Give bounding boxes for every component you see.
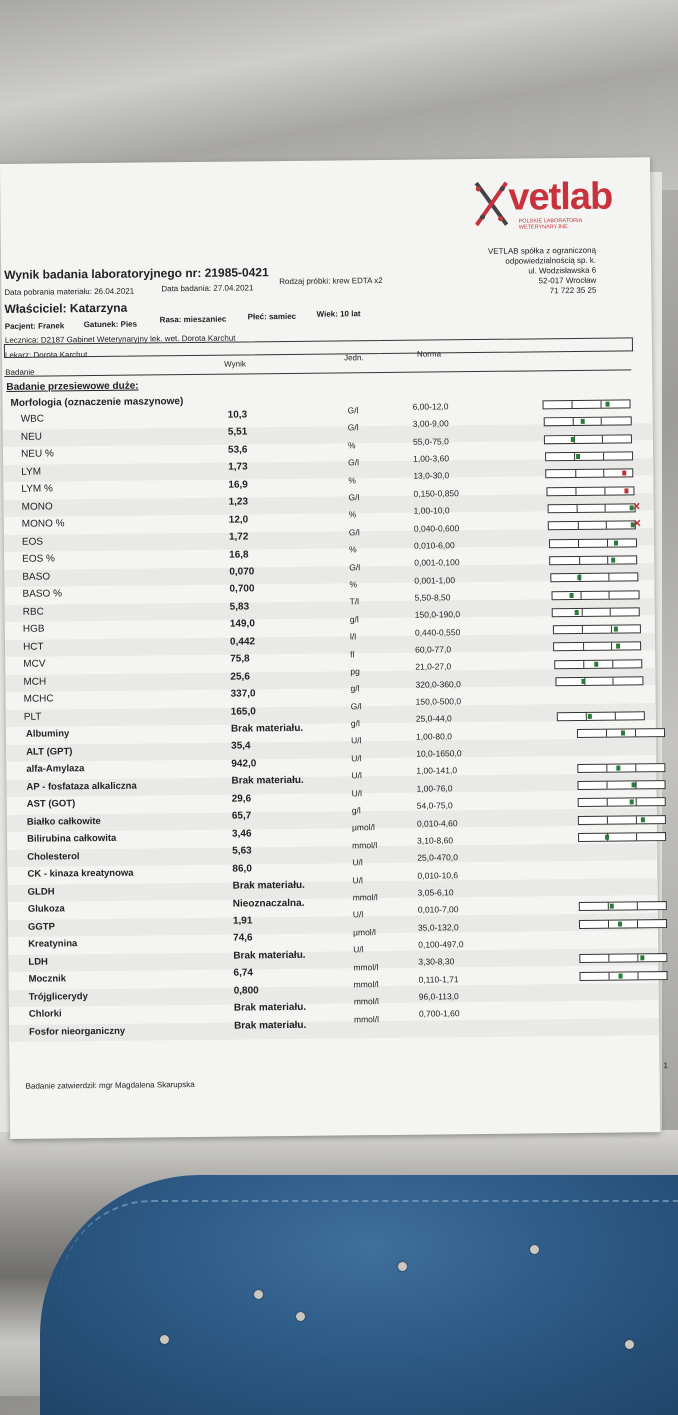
patient: Pacjent: Franek (4, 321, 65, 331)
gauge-marker (569, 593, 573, 598)
gauge-marker (588, 714, 592, 719)
test-norm: 0,010-10,6 (417, 869, 459, 881)
test-norm: 3,10-8,60 (417, 835, 454, 846)
test-unit: g/l (351, 805, 361, 816)
test-norm: 55,0-75,0 (412, 436, 449, 447)
range-gauge (543, 399, 631, 409)
logo-tagline: POLSKIE LABORATORIA WETERYNARYJNE (518, 217, 583, 231)
gauge-marker (614, 540, 618, 545)
test-norm: 0,010-7,00 (417, 904, 459, 915)
test-unit: mmol/l (353, 979, 379, 990)
test-norm: 0,010-6,00 (413, 540, 455, 551)
rivet-icon (530, 1245, 539, 1254)
clinic: Lecznica: D2187 Gabinet Weterynaryjny lek. wet. Dorota Karchut (4, 333, 236, 345)
test-unit: % (347, 440, 356, 451)
range-gauge (577, 763, 665, 773)
test-unit: U/l (351, 753, 362, 764)
test-result: 53,6 (227, 444, 248, 456)
test-unit: % (349, 579, 358, 590)
test-result: 5,83 (229, 601, 250, 613)
test-result: 5,51 (227, 426, 248, 439)
logo-wordmark: vetlab (508, 175, 613, 219)
test-result: 1,91 (232, 915, 253, 927)
test-unit: G/l (348, 527, 360, 538)
gauge-marker (594, 662, 598, 667)
test-result: 29,6 (231, 793, 252, 805)
test-unit: % (348, 474, 356, 485)
out-of-range-icon: × (633, 515, 642, 531)
test-name: RBC (22, 606, 44, 618)
test-name: NEU (20, 431, 43, 443)
test-name: GLDH (27, 885, 55, 898)
test-name: Kreatynina (28, 938, 78, 950)
test-norm: 320,0-360,0 (415, 678, 461, 690)
test-norm: 6,00-12,0 (412, 401, 449, 412)
gauge-marker (610, 904, 614, 909)
test-result: 65,7 (231, 810, 252, 822)
test-unit: g/l (350, 718, 360, 729)
test-result: 1,72 (228, 531, 249, 543)
col-unit: Jedn. (344, 353, 364, 363)
test-result: Brak materiału. (233, 1019, 307, 1032)
test-name: AST (GOT) (26, 798, 76, 810)
test-name: GGTP (27, 920, 55, 933)
test-unit: G/l (349, 561, 361, 572)
test-norm: 1,00-141,0 (416, 765, 458, 777)
test-unit: U/l (353, 944, 364, 955)
owner: Właściciel: Katarzyna (4, 300, 128, 316)
test-norm: 25,0-44,0 (415, 713, 452, 725)
test-name: CK - kinaza kreatynowa (27, 867, 134, 880)
range-gauge (546, 486, 634, 496)
test-result: 35,4 (231, 740, 251, 753)
test-name: Mocznik (28, 973, 67, 985)
gauge-marker (605, 402, 609, 407)
page-number: 1 (663, 1061, 668, 1071)
test-unit: G/l (350, 700, 362, 712)
gauge-marker (617, 765, 621, 770)
test-result: 6,74 (233, 967, 254, 979)
test-result: 1,73 (228, 461, 248, 473)
gauge-marker (577, 575, 581, 580)
range-gauge (554, 659, 642, 669)
test-norm: 1,00-80,0 (415, 731, 452, 742)
test-result: 149,0 (229, 618, 255, 630)
gauge-marker (574, 610, 578, 615)
test-unit: mmol/l (353, 961, 379, 972)
test-name: Glukoza (27, 903, 65, 915)
test-norm: 96,0-113,0 (418, 991, 459, 1002)
range-gauge (544, 434, 632, 444)
test-unit: U/l (351, 787, 363, 798)
test-norm: 3,00-9,00 (412, 418, 449, 430)
range-gauge (547, 498, 641, 514)
test-result: 25,6 (230, 671, 250, 683)
company-address: VETLAB spółka z ograniczoną odpowiedzialnością sp. k. ul. Wodzisławska 6 52-017 Wrocław 71 722 35 25 (487, 245, 597, 296)
test-unit: g/l (349, 613, 359, 625)
range-gauge (549, 538, 637, 548)
test-name: AP - fosfataza alkaliczna (26, 780, 137, 793)
col-test: Badanie (5, 367, 35, 377)
test-result: 5,63 (232, 845, 252, 857)
test-norm: 54,0-75,0 (416, 800, 453, 811)
test-unit: U/l (352, 874, 363, 885)
test-name: BASO % (22, 588, 63, 600)
test-unit: T/l (349, 596, 360, 607)
test-result: 337,0 (230, 688, 256, 700)
test-unit: G/l (348, 457, 360, 468)
test-name: Cholesterol (27, 850, 80, 863)
gauge-marker (605, 835, 609, 840)
test-norm: 0,440-0,550 (414, 626, 461, 638)
test-result: Brak materiału. (233, 949, 306, 962)
test-unit: mmol/l (352, 892, 378, 903)
test-result: 86,0 (232, 863, 252, 875)
test-norm: 1,00-3,60 (413, 453, 450, 464)
test-result: 0,070 (229, 566, 255, 578)
test-name: PLT (23, 711, 42, 723)
test-norm: 0,001-0,100 (414, 557, 460, 568)
range-gauge (579, 901, 667, 911)
test-name: NEU % (20, 448, 54, 460)
test-name: LYM (21, 466, 42, 478)
gauge-marker (611, 557, 615, 562)
test-name: MONO (21, 500, 53, 513)
range-gauge (546, 469, 634, 479)
test-name: HGB (22, 623, 45, 635)
test-name: Chlorki (28, 1008, 62, 1020)
test-unit: mmol/l (352, 839, 378, 851)
test-unit: pg (350, 666, 360, 677)
gauge-marker (640, 956, 644, 961)
lab-report-sheet (0, 157, 668, 1139)
test-result: 0,800 (233, 985, 259, 997)
test-name: Bilirubina całkowita (27, 832, 117, 845)
test-unit: µmol/l (353, 926, 376, 938)
header-rule (4, 369, 631, 377)
test-unit: U/l (351, 735, 362, 746)
range-gauge (578, 832, 666, 842)
test-norm: 60,0-77,0 (415, 644, 452, 655)
rivet-icon (296, 1312, 305, 1321)
range-gauge (551, 590, 639, 600)
test-name: BASO (22, 570, 51, 583)
range-gauge (577, 728, 665, 738)
test-name: EOS % (22, 553, 55, 565)
vetlab-logo (472, 175, 613, 234)
test-norm: 0,001-1,00 (414, 574, 456, 586)
test-result: 74,6 (233, 932, 253, 944)
test-unit: fl (350, 648, 355, 659)
test-norm: 3,05-6,10 (417, 887, 454, 898)
test-norm: 5,50-8,50 (414, 592, 451, 603)
test-norm: 0,010-4,60 (416, 817, 458, 829)
rivet-icon (398, 1262, 407, 1271)
gauge-marker (616, 644, 620, 649)
test-name: Trójglicerydy (28, 990, 88, 1003)
test-name: LDH (28, 956, 48, 968)
collection-date: Data pobrania materiału: 26.04.2021 (4, 286, 135, 297)
section-title: Badanie przesiewowe duże: (6, 380, 139, 393)
gauge-marker (625, 488, 629, 493)
test-name: MCV (23, 658, 46, 670)
range-gauge (543, 417, 631, 427)
test-unit: U/l (352, 909, 364, 920)
test-result: Brak materiału. (230, 722, 304, 735)
range-gauge (552, 607, 640, 617)
exam-date: Data badania: 27.04.2021 (161, 283, 254, 294)
test-name: LYM % (21, 483, 53, 495)
range-gauge (577, 780, 665, 790)
range-gauge (555, 676, 643, 686)
test-norm: 0,110-1,71 (418, 973, 459, 985)
gauge-marker (622, 471, 626, 476)
test-unit: % (349, 544, 357, 555)
sample-type: Rodzaj próbki: krew EDTA x2 (279, 275, 383, 287)
group-title: Morfologia (oznaczenie maszynowe) (10, 396, 184, 409)
test-result: 10,3 (227, 409, 248, 421)
test-name: MONO % (21, 518, 65, 530)
test-name: MCH (23, 676, 47, 688)
range-gauge (550, 573, 638, 583)
rivet-icon (254, 1290, 263, 1299)
test-name: alfa-Amylaza (26, 763, 85, 775)
range-gauge (553, 624, 641, 634)
test-norm: 3,30-8,30 (418, 956, 455, 968)
test-name: ALT (GPT) (26, 745, 73, 758)
gauge-marker (571, 437, 575, 442)
test-result: Brak materiału. (231, 775, 304, 787)
test-unit: l/l (349, 631, 357, 642)
jeans-stitching (60, 1200, 678, 1292)
test-norm: 0,100-497,0 (418, 939, 464, 950)
test-name: EOS (21, 536, 44, 548)
range-gauge (550, 555, 638, 565)
test-unit: g/l (350, 683, 360, 694)
test-result: 16,8 (229, 548, 249, 561)
age: Wiek: 10 lat (316, 309, 361, 319)
test-result: 942,0 (231, 758, 257, 770)
col-norm: Norma (416, 349, 442, 359)
test-name: WBC (20, 413, 45, 425)
gauge-marker (619, 973, 623, 978)
test-result: Nieoznaczalna. (232, 897, 305, 910)
doctor: Lekarz: Dorota Karchut (4, 350, 88, 360)
test-norm: 0,040-0,600 (413, 522, 460, 534)
gauge-marker (614, 627, 618, 632)
gauge-marker (582, 679, 586, 684)
test-unit: G/l (347, 405, 359, 416)
species: Gatunek: Pies (83, 319, 138, 330)
test-norm: 0,700-1,60 (418, 1008, 460, 1020)
out-of-range-icon: × (632, 498, 641, 514)
test-unit: G/l (347, 422, 359, 433)
gauge-marker (621, 731, 625, 736)
test-name: Albuminy (25, 728, 70, 740)
col-result: Wynik (224, 359, 246, 369)
sex: Płeć: samiec (247, 311, 297, 322)
test-result: 3,46 (231, 828, 252, 840)
range-gauge (579, 971, 667, 981)
dna-x-icon (472, 179, 511, 229)
test-norm: 21,0-27,0 (415, 661, 452, 673)
test-norm: 13,0-30,0 (413, 470, 450, 482)
test-result: 12,0 (228, 514, 249, 526)
range-gauge (577, 797, 665, 807)
report-title: Wynik badania laboratoryjnego nr: 21985-0421 (4, 265, 269, 282)
test-norm: 25,0-470,0 (417, 852, 458, 863)
range-gauge (548, 515, 642, 531)
range-gauge (578, 815, 666, 825)
breed: Rasa: mieszaniec (159, 314, 227, 325)
test-result: 16,9 (228, 479, 248, 491)
test-unit: U/l (352, 857, 363, 868)
test-norm: 10,0-1650,0 (416, 748, 462, 759)
test-name: Białko całkowite (26, 815, 101, 828)
test-result: Brak materiału. (232, 879, 305, 892)
test-result: Brak materiału. (233, 1002, 307, 1014)
test-norm: 1,00-10,0 (413, 505, 450, 516)
test-name: HCT (22, 641, 44, 653)
test-result: 165,0 (230, 705, 256, 718)
test-norm: 1,00-76,0 (416, 783, 453, 794)
gauge-marker (630, 800, 634, 805)
test-norm: 150,0-500,0 (415, 696, 462, 707)
range-gauge (553, 642, 641, 652)
range-gauge (557, 711, 645, 721)
test-norm: 35,0-132,0 (417, 921, 459, 933)
rivet-icon (160, 1335, 169, 1344)
gauge-marker (580, 419, 584, 424)
test-unit: % (348, 509, 357, 520)
test-norm: 0,150-0,850 (413, 487, 459, 499)
range-gauge (579, 953, 667, 963)
range-gauge (579, 919, 667, 929)
test-unit: G/l (348, 492, 360, 503)
test-name: MCHC (23, 693, 54, 705)
test-result: 0,442 (229, 636, 256, 648)
test-unit: U/l (351, 770, 362, 781)
test-result: 75,8 (230, 653, 250, 665)
test-unit: mmol/l (353, 996, 379, 1007)
approved-by: Badanie zatwierdził: mgr Magdalena Skarupska (25, 1080, 195, 1091)
range-gauge (545, 451, 633, 461)
test-unit: mmol/l (353, 1013, 380, 1025)
gauge-marker (576, 454, 580, 459)
test-result: 0,700 (229, 583, 255, 596)
gauge-marker (641, 817, 645, 822)
test-name: Fosfor nieorganiczny (29, 1025, 126, 1038)
test-norm: 150,0-190,0 (414, 609, 461, 620)
test-unit: µmol/l (351, 822, 375, 833)
test-result: 1,23 (228, 496, 249, 508)
rivet-icon (625, 1340, 634, 1349)
gauge-marker (632, 782, 636, 787)
gauge-marker (618, 921, 622, 926)
